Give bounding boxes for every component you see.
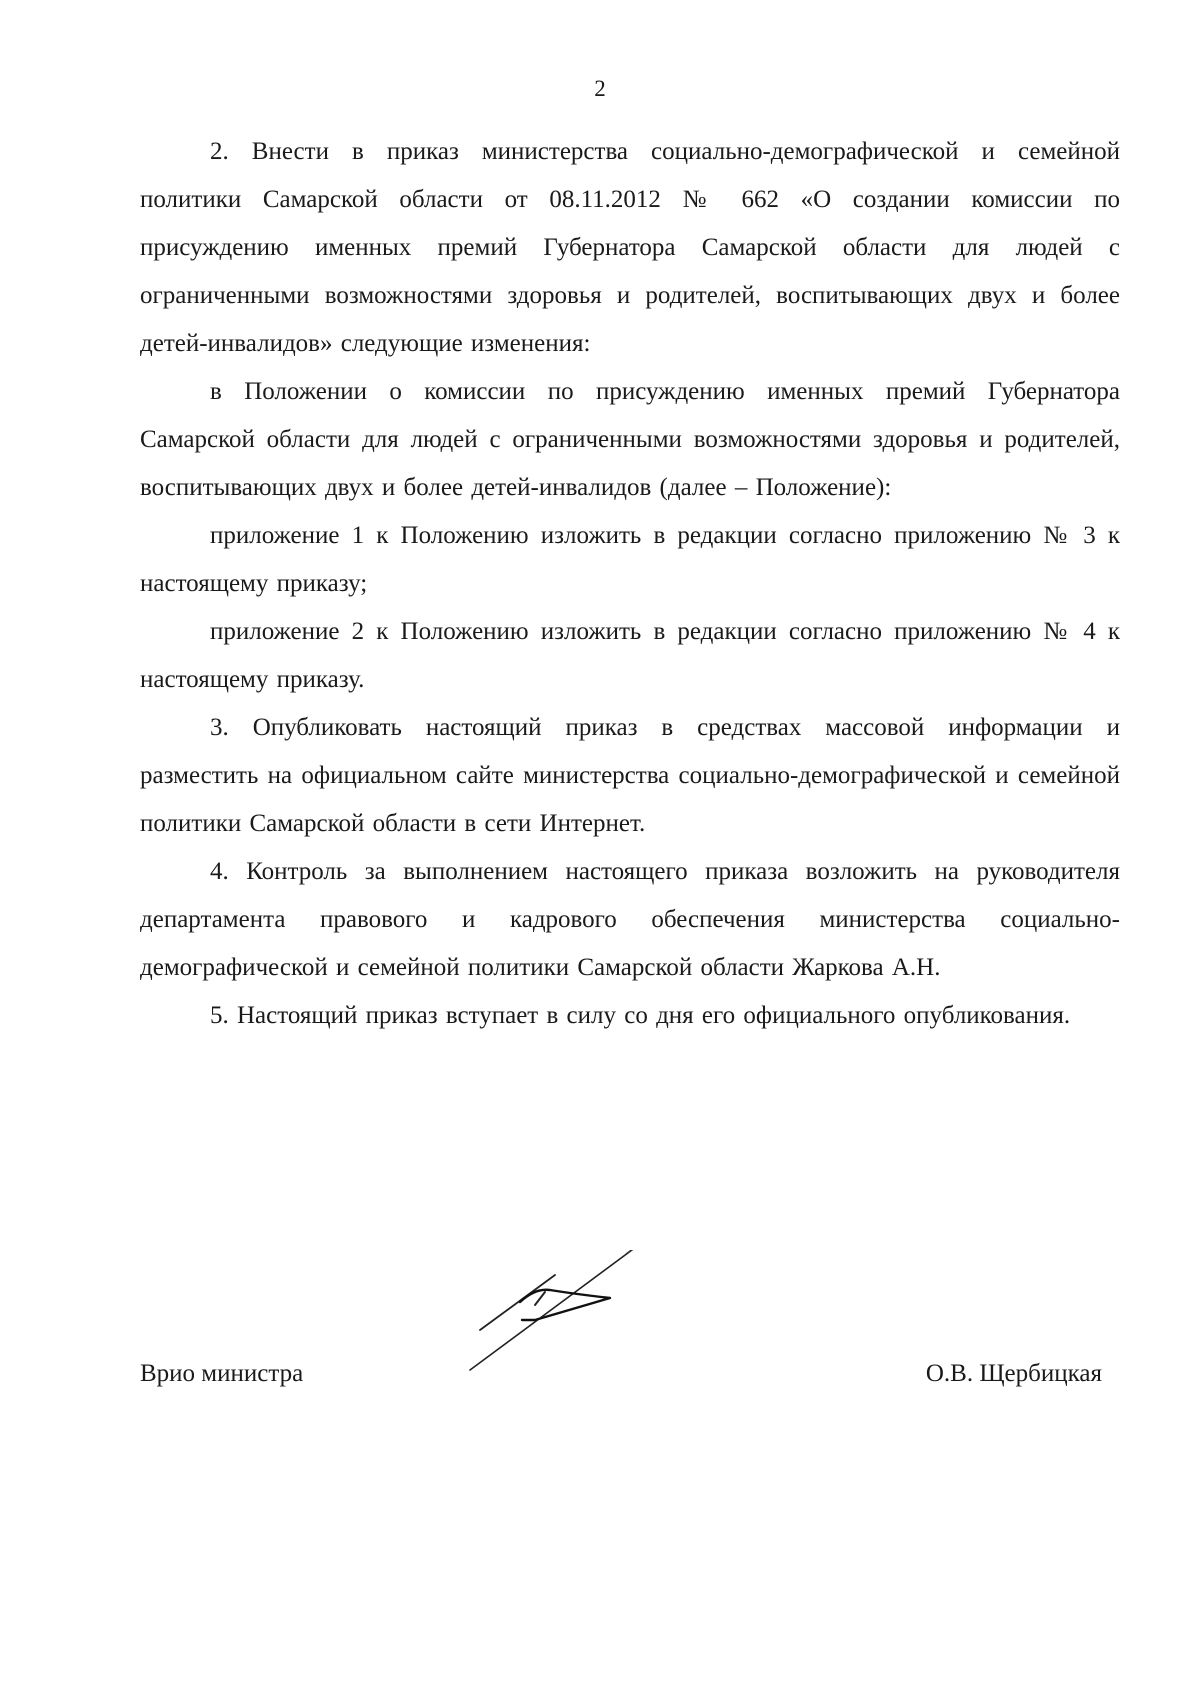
paragraph-appendix-1: приложение 1 к Положению изложить в редакции согласно приложению № 3 к настоящему приказу; (140, 522, 1120, 597)
paragraph-item-4: 4. Контроль за выполнением настоящего приказа возложить на руководителя департамента правового и кадрового обеспечения министерства социально-демографической и семейной политики Самарской области Жаркова А.Н. (140, 858, 1120, 981)
document-body (140, 128, 1120, 1040)
paragraph-item-2: 2. Внести в приказ министерства социально-демографической и семейной политики Самарской области от 08.11.2012 № 662 «О создании комиссии по присуждению именных премий Губернатора Самарской области для людей с ограниченными возможностями здоровья и родителей, воспитывающих двух и более детей-инвалидов» следующие изменения: (140, 138, 1120, 357)
signatory-name: О.В. Щербицкая (925, 1360, 1102, 1387)
signatory-role: Врио министра (140, 1360, 304, 1387)
signature-block (140, 1350, 1102, 1400)
page-number: 2 (594, 76, 606, 101)
paragraph-item-5: 5. Настоящий приказ вступает в силу со дня его официального опубликования. (210, 1002, 1071, 1029)
paragraph-item-3: 3. Опубликовать настоящий приказ в средствах массовой информации и разместить на официальном сайте министерства социально-демографической и семейной политики Самарской области в сети Интернет. (140, 714, 1120, 837)
paragraph-appendix-2: приложение 2 к Положению изложить в редакции согласно приложению № 4 к настоящему приказу. (140, 618, 1120, 693)
paragraph-regulation-amendment: в Положении о комиссии по присуждению именных премий Губернатора Самарской области для людей с ограниченными возможностями здоровья и родителей, воспитывающих двух и более детей-инвалидов (далее – Положение): (140, 378, 1120, 501)
